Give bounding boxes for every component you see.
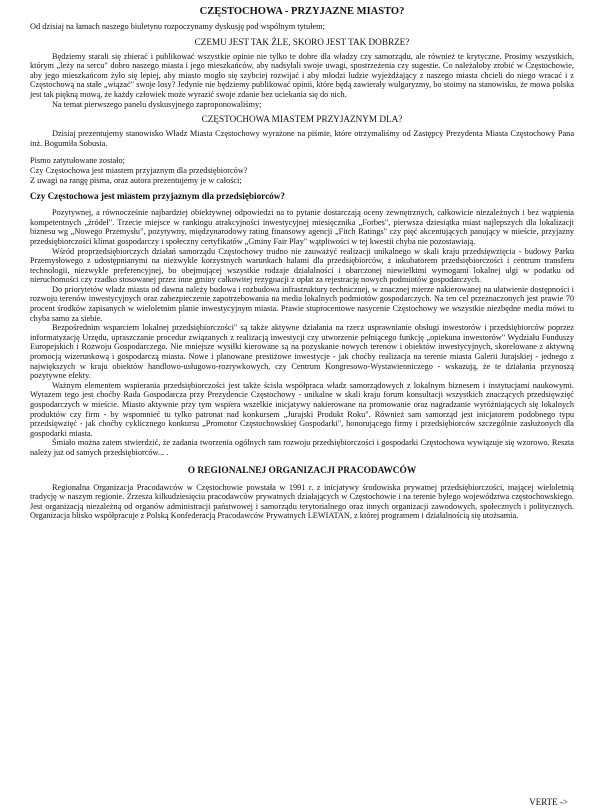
letter-intro-line: Z uwagi na rangę pisma, oraz autora prezentujemy je w całości; bbox=[30, 175, 242, 185]
section1-paragraph-2: Na temat pierwszego panelu dyskusyjnego zaproponowaliśmy; bbox=[52, 99, 262, 109]
letter-paragraph: Ważnym elementem wspierania przedsiębiorczości jest także ścisła współpraca władz samorządowych z lokalnym biznesem i instytucjami naukowymi. Wyrazem tego jest choćby Rada Gospodarcza przy Prezydencie Częstochowy - unikalne w skali kraju forum konsultacji wszystkich znaczących przedsięwzięć gospodarczych w mieście. Miasto aktywnie przy tym wspiera wszelkie inicjatywy nakierowane na promowanie oraz nagradzanie wyróżniających się lokalnych produktów czy firm - by wspomnieć tu tylko patronat nad konkursem „Jurajski Produkt Roku". Również sam samorząd jest inicjatorem podobnego typu przedsięwzięć - jak choćby cyklicznego konkursu „Promotor Częstochowskiej Gospodarki", honorującego firmy i przedsiębiorców szczególnie zasłużonych dla gospodarki miasta. bbox=[30, 380, 574, 438]
verte-label: VERTE -> bbox=[529, 797, 568, 808]
intro-text: Od dzisiaj na łamach naszego biuletynu rozpoczynamy dyskusję pod wspólnym tytułem; bbox=[30, 22, 325, 31]
letter-paragraph: Do priorytetów władz miasta od dawna należy budowa i rozbudowa infrastruktury technicznej, w znacznej mierze nakierowanej na ułatwienie dostępności i rozwoju terenów inwestycyjnych oraz zabezpieczenie zapotrzebowania na media lokalnych podmiotów gospodarczych. Na ten cel przeznaczonych jest prawie 70 procent środków zapisanych w wieloletnim planie inwestycyjnym miasta. Prawie stuprocentowe nasycenie Częstochowy we wszystkie niezbędne media mówi tu chyba samo za siebie. bbox=[30, 284, 574, 323]
letter-paragraph: Śmiało można zatem stwierdzić, że zadania tworzenia ogólnych ram rozwoju przedsiębiorczości i gospodarki Częstochowa wywiązuje się wzorowo. Reszta należy już od samych przedsiębiorców... . bbox=[30, 438, 574, 457]
section2-paragraph-1: Dzisiaj prezentujemy stanowisko Władz Miasta Częstochowy wyrażone na piśmie, które otrzymaliśmy od Zastępcy Prezydenta Miasta Częstochowy Pana inż. Bogumiła Sobusia. bbox=[30, 129, 574, 148]
page-title: CZĘSTOCHOWA - PRZYJAZNE MIASTO? bbox=[199, 6, 405, 17]
letter-paragraph: Pozytywnej, a równocześnie najbardziej obiektywnej odpowiedzi na to pytanie dostarczają oceny zewnętrznych, całkowicie niezależnych i bez wątpienia kompetentnych „źródeł". Trzecie miejsce w rankingu atrakcyjności inwestycyjnej miesięcznika „Forbes", pierwsza dziesiątka miast najlepszych dla lokalizacji biznesu wg „Nowego Przemysłu", pozytywny, międzynarodowy rating finansowy agencji „Fitch Ratings" czy pięć akcentujących panujący w mieście, przyjazny przedsiębiorczości klimat gospodarczy i społeczny certyfikatów „Gminy Fair Play" wątpliwości w tej kwestii chyba nie pozostawiają. bbox=[30, 208, 574, 246]
section-heading-organizacja: O REGIONALNEJ ORGANIZACJI PRACODAWCÓW bbox=[187, 465, 417, 476]
letter-intro-line: Czy Częstochowa jest miastem przyjaznym dla przedsiębiorców? bbox=[30, 165, 248, 175]
letter-intro-line: Pismo zatytułowane zostało; bbox=[30, 156, 125, 166]
letter-intro bbox=[30, 156, 574, 185]
section1-paragraph-1: Będziemy starali się zbierać i publikować wszystkie opinie nie tylko te dobre dla władzy czy samorządu, ale również te krytyczne. Prosimy wszystkich, którym „leży na sercu" dobro naszego miasta i jego mieszkańców, aby nadsyłali swoje uwagi, spostrzeżenia czy sugestie. Co należałoby zrobić w Częstochowie, aby jego mieszkańcom żyło się lepiej, aby miasto mogło się szybciej rozwijać i aby młodzi ludzie wyjeżdżający z naszego miasta chcieli do niego wracać i z Częstochową na stałe „wiązać" swoje losy? Jedynie nie będziemy publikować opinii, które będą zawierały wulgaryzmy, bo stoimy na stanowisku, że mowa polska jest tak piękną mową, że każdy człowiek może wyrazić swoje zdanie bez uciekania się do nich. bbox=[30, 51, 574, 99]
organization-paragraph: Regionalna Organizacja Pracodawców w Częstochowie powstała w 1991 r. z inicjatywy środowiska prywatnej przedsiębiorczości, mającej wieloletnią tradycję w naszym regionie. Zrzesza kilkudziesięciu pracodawców prywatnych działających w Częstochowie i na terenie byłego województwa częstochowskiego. Jest organizacją niezależną od organów administracji państwowej i samorządu terytorialnego oraz innych organizacji zawodowych, społecznych i politycznych. Organizacja blisko współpracuje z Polską Konfederacją Pracodawców Prywatnych LEWIATAN, z której programem i działalnością się utożsamia. bbox=[30, 482, 574, 521]
section-heading-przyjaznym: CZĘSTOCHOWA MIASTEM PRZYJAZNYM DLA? bbox=[201, 114, 403, 125]
section-heading-letter: Czy Częstochowa jest miastem przyjaznym dla przedsiębiorców? bbox=[30, 191, 285, 202]
letter-paragraph: Wśród proprzedsiębiorczych działań samorządu Częstochowy trudno nie zauważyć realizacji unikalnego w skali kraju przedsięwzięcia - budowy Parku Przemysłowego z udostępnianymi na niezwykle korzystnych warunkach halami dla przedsiębiorców, z inkubatorem przedsiębiorczości i centrum transferu technologii, niezwykle preferencyjnej, bo obejmującej wszystkie rodzaje działalności i obarczonej niewielkimi wymogami lokalnej ulgi w podatku od nieruchomości czy rzadko stosowanej przez inne gminy całkowitej rezygnacji z opłat za rejestrację nowych podmiotów gospodarczych. bbox=[30, 246, 574, 285]
section-heading-czemu: CZEMU JEST TAK ŹLE, SKORO JEST TAK DOBRZE? bbox=[194, 36, 410, 47]
letter-paragraph: Bezpośrednim wsparciem lokalnej przedsiębiorczości" są także aktywne działania na rzecz usprawnianie obsługi inwestorów i przedsiębiorców poprzez informatyzację Urzędu, upraszczanie procedur związanych z realizacją inwestycji czy utworzenie pełniącego funkcję „opiekuna inwestorów" Wydziału Funduszy Europejskich i Rozwoju Gospodarczego. Nie mniejsze wysiłki kierowane są na pozyskanie nowych terenów i obiektów inwestycyjnych, skorelowane z aktywną promocją wizerunkową i gospodarczą miasta. Nowe i planowane prestiżowe inwestycje - jak choćby realizacja na terenie miasta Galerii Jurajskiej - jednego z największych w kraju obiektów handlowo-usługowo-rozrywkowych, czy Centrum Kongresowo-Wystawienniczego - wskazują, że te działania przynoszą pozytywne efekty. bbox=[30, 323, 574, 381]
